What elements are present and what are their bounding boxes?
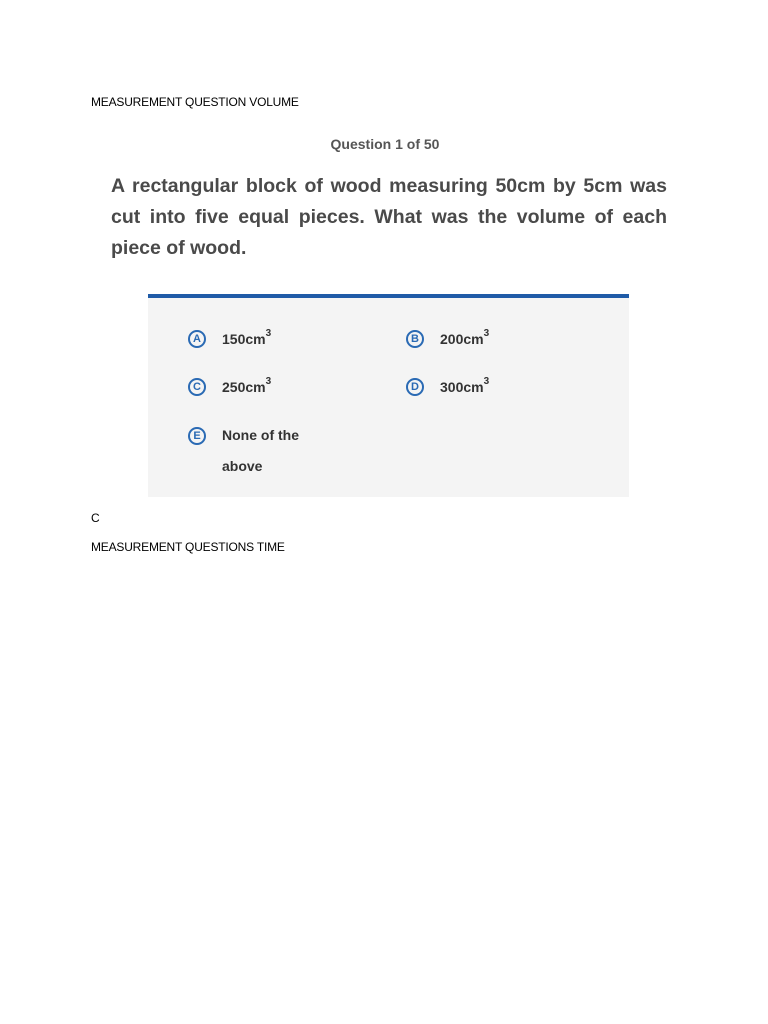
- option-d[interactable]: [406, 377, 489, 397]
- option-c-letter-icon: C: [188, 378, 206, 396]
- section-heading-time: MEASUREMENT QUESTIONS TIME: [91, 540, 285, 554]
- option-a[interactable]: [188, 329, 271, 349]
- option-b-label: $200cm^3$: [440, 328, 490, 347]
- option-d-letter-icon: D: [406, 378, 424, 396]
- option-a-letter-icon: A: [188, 330, 206, 348]
- option-d-label: $300cm^3$: [440, 376, 490, 395]
- option-b[interactable]: [406, 329, 489, 349]
- option-e-letter-icon: E: [188, 427, 206, 445]
- option-e[interactable]: [188, 426, 332, 482]
- option-b-letter-icon: B: [406, 330, 424, 348]
- option-e-label: None of the above: [222, 427, 299, 474]
- question-counter: Question 1 of 50: [330, 136, 440, 152]
- answer-text: C: [91, 511, 100, 525]
- question-text: A rectangular block of wood measuring 50cm by 5cm was cut into five equal pieces. What was the volume of each piece of wood.: [111, 175, 667, 259]
- option-c[interactable]: [188, 377, 271, 397]
- options-panel: [148, 294, 629, 497]
- question-screenshot: [91, 124, 679, 497]
- section-heading-volume: MEASUREMENT QUESTION VOLUME: [91, 95, 299, 109]
- option-a-label: $150cm^3$: [222, 328, 272, 347]
- option-c-label: $250cm^3$: [222, 376, 272, 395]
